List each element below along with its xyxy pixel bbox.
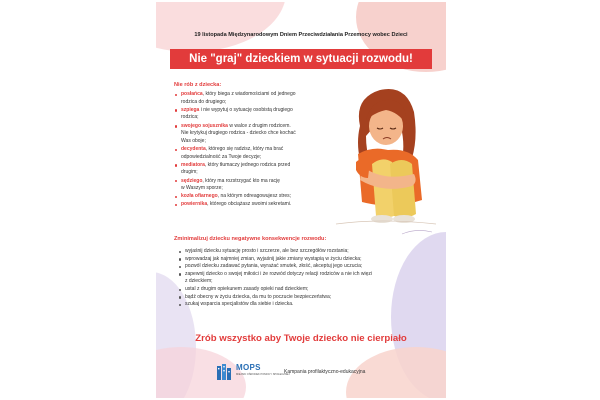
closing-slogan: Zrób wszystko aby Twoje dziecko nie cierpiało <box>195 333 407 344</box>
list-item <box>178 256 428 264</box>
logo-text: MOPS <box>236 363 261 372</box>
list-item-text: pozwól dziecku zadawać pytania, wyrażać smutek, złość, akceptuj jego uczucia; <box>185 263 363 270</box>
section1-list <box>174 91 339 210</box>
list-item-keyword: kozła ofiarnego <box>181 193 218 200</box>
list-item <box>174 123 339 146</box>
list-item-text: Was oboje; <box>181 137 206 144</box>
campaign-label: Kampania profilaktyczno-edukacyjna <box>284 369 366 375</box>
list-item <box>178 271 428 286</box>
list-item-text: Nie krytykuj drugiego rodzica - dziecko chce kochać <box>181 130 296 137</box>
list-item <box>174 107 339 122</box>
list-item-keyword: powiernika <box>181 201 208 208</box>
headline-banner: Nie "graj" dzieckiem w sytuacji rozwodu! <box>170 49 432 69</box>
list-item-text: z dzieckiem; <box>185 278 213 285</box>
section2-heading: Zminimalizuj dziecku negatywne konsekwencje rozwodu: <box>174 236 327 242</box>
poster <box>156 2 446 398</box>
list-item-text: , na którym odreagowujesz stres; <box>217 193 292 200</box>
list-item-text: rodzica; <box>181 114 199 121</box>
list-item-text: rodzica do drugiego; <box>181 98 227 105</box>
list-item-text: zapewnij dziecko o swojej miłości i że rozwód dotyczy relacji rodziców a nie ich więzi <box>185 270 373 277</box>
list-item-text: wyjaśnij dziecku sytuację prosto i szczerze, ale bez szczegółów rozstania; <box>185 248 349 254</box>
list-item-text: , który tłumaczy jednego rodzica przed <box>204 161 291 168</box>
list-item <box>174 178 339 193</box>
list-item-text: , którego się radzisz, który ma brać <box>205 145 284 152</box>
list-item <box>178 301 428 309</box>
list-item-text: ustal z drugim opiekunem zasady opieki nad dzieckiem; <box>185 285 309 292</box>
section1-heading: Nie rób z dziecka: <box>174 82 222 88</box>
list-item-text: bądź obecny w życiu dziecka, da mu to poczucie bezpieczeństwa; <box>185 293 332 300</box>
list-item <box>178 263 428 271</box>
section2-list <box>178 248 428 309</box>
list-item-text: , który ma rozstrzygać kto ma rację <box>202 177 280 184</box>
list-item-keyword: mediatora <box>181 161 205 168</box>
list-item <box>174 91 339 106</box>
list-item <box>174 162 339 177</box>
list-item-text: , którego obciążasz swoimi sekretami. <box>207 201 292 208</box>
list-item-text: w Waszym sporze; <box>181 185 223 192</box>
decor-blob <box>156 2 286 52</box>
list-item-text: wprowadzaj jak najmniej zmian, wyjaśnij jakie zmiany wystąpią w życiu dziecka; <box>185 255 362 262</box>
sad-child-illustration <box>332 78 442 238</box>
list-item-text: szukaj wsparcia specjalistów dla siebie i dziecka. <box>185 301 294 308</box>
list-item-text: odpowiedzialność za Twoje decyzje; <box>181 153 262 160</box>
logo-subtitle: MIEJSKI OŚRODEK POMOCY SPOŁECZNEJ <box>236 373 290 376</box>
list-item-text: , który biega z wiadomościami od jednego <box>202 91 296 97</box>
list-item <box>178 286 428 294</box>
list-item-text: drugim; <box>181 169 198 176</box>
list-item-keyword: szpiega <box>181 106 200 113</box>
list-item <box>174 146 339 161</box>
list-item <box>178 248 428 256</box>
list-item <box>174 201 339 209</box>
list-item <box>178 294 428 302</box>
list-item-text: w walce z drugim rodzicem. <box>227 122 291 129</box>
list-item-keyword: decydenta <box>181 145 206 152</box>
list-item-text: i nie wypytuj o sytuację osobistą drugiego <box>199 106 293 113</box>
list-item-keyword: sędziego <box>181 177 203 184</box>
top-title: 19 listopada Międzynarodowym Dniem Przeciwdziałania Przemocy wobec Dzieci <box>194 32 408 38</box>
list-item-keyword: swojego sojusznika <box>181 122 228 129</box>
list-item-keyword: posłańca <box>181 91 203 97</box>
list-item <box>174 193 339 201</box>
